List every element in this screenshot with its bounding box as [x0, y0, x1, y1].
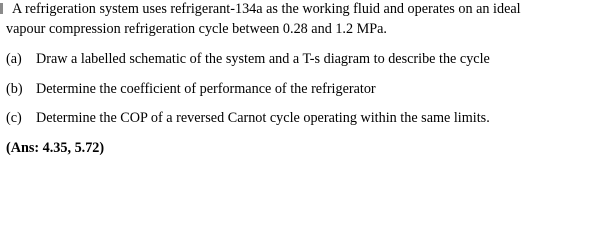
answer-line: (Ans: 4.35, 5.72)	[6, 140, 105, 156]
part-c-text: Determine the COP of a reversed Carnot cycle operating within the same limits.	[36, 110, 490, 126]
left-edge-mark	[0, 3, 3, 14]
part-a	[6, 50, 490, 68]
part-b-text: Determine the coefficient of performance of the refrigerator	[36, 81, 376, 97]
part-b	[6, 80, 376, 98]
problem-statement-line-1: A refrigeration system uses refrigerant-134a as the working fluid and operates on an ideal	[12, 1, 521, 17]
part-a-label: (a)	[6, 51, 22, 67]
problem-statement	[6, 0, 594, 37]
part-c-label: (c)	[6, 110, 22, 126]
part-c	[6, 109, 490, 127]
part-b-label: (b)	[6, 81, 23, 97]
part-a-text: Draw a labelled schematic of the system and a T-s diagram to describe the cycle	[36, 51, 490, 67]
problem-statement-line-2: vapour compression refrigeration cycle between 0.28 and 1.2 MPa.	[6, 21, 387, 37]
